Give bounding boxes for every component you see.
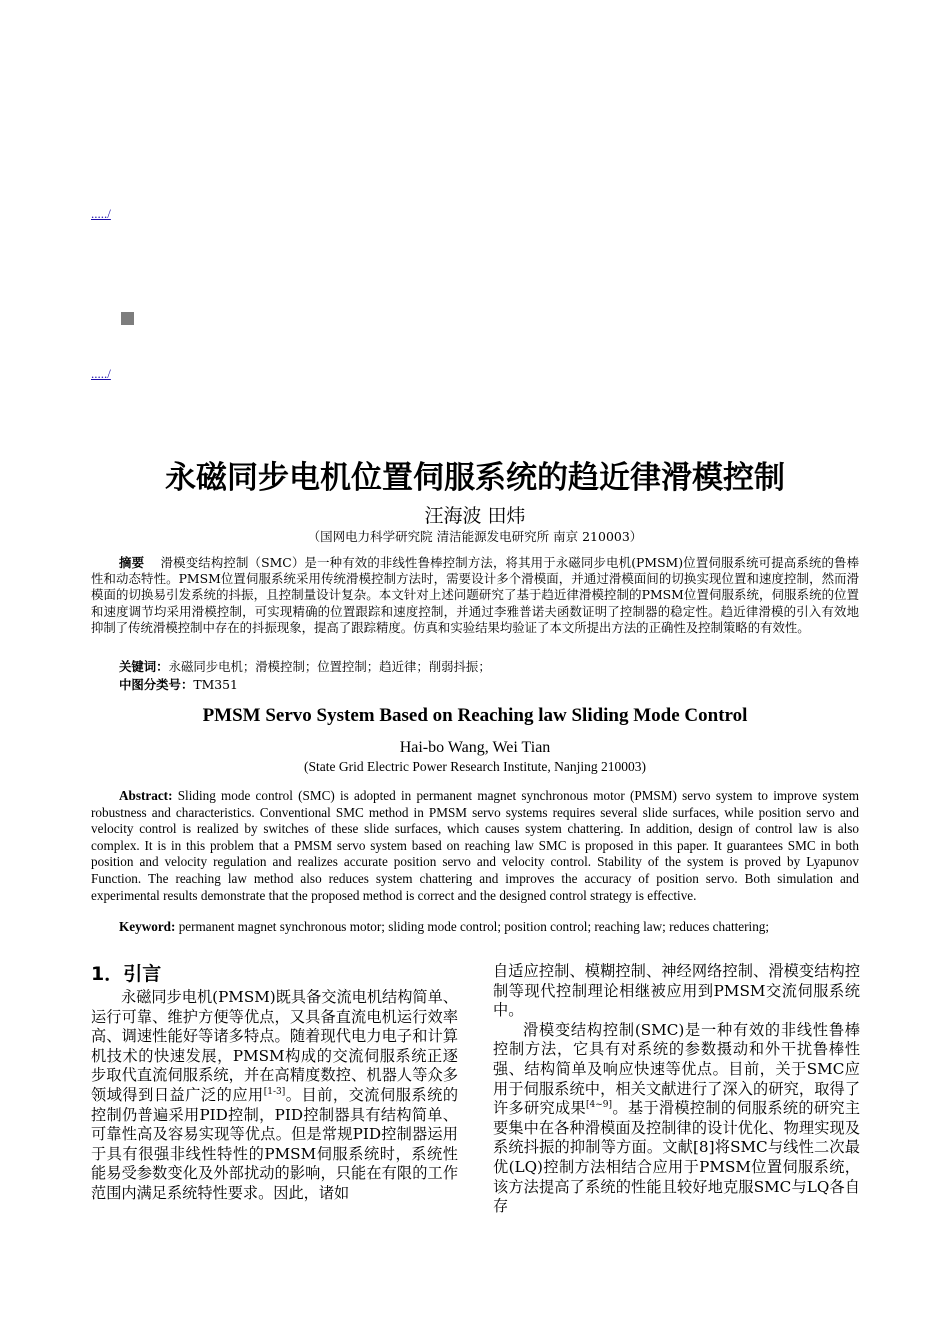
abstract-cn-text: 滑模变结构控制（SMC）是一种有效的非线性鲁棒控制方法，将其用于永磁同步电机(PMSM)位置伺服系统可提高系统的鲁棒性和动态特性。PMSM位置伺服系统采用传统滑模控制方法时，需要设计多个滑模面，并通过滑模面间的切换实现位置和速度控制，然而滑模面的切换易引发系统的抖振，且控制量设计复杂。本文针对上述问题研究了基于趋近律滑模控制的PMSM位置伺服系统，伺服系统的位置和速度调节均采用滑模控制，可实现精确的位置跟踪和速度控制，并通过李雅普诺夫函数证明了控制器的稳定性。趋近律滑模的引入有效地抑制了传统滑模控制中存在的抖振现象，提高了跟踪精度。仿真和实验结果均验证了本文所提出方法的正确性及控制策略的有效性。 (91, 555, 859, 635)
citation: [1-3] (263, 1086, 286, 1097)
body-paragraph-continued: 自适应控制、模糊控制、神经网络控制、滑模变结构控制等现代控制理论相继被应用到PMSM交流伺服系统中。 (493, 962, 860, 1020)
top-link[interactable]: ...../ (91, 206, 111, 221)
body-paragraph (493, 1021, 860, 1217)
paragraph-text: 。基于滑模控制的伺服系统的研究主要集中在各种滑模面及控制律的设计优化、物理实现及系统抖振的抑制等方面。文献[8]将SMC与线性二次最优(LQ)控制方法相结合应用于PMSM位置伺服系统，该方法提高了系统的性能且较好地克服SMC与LQ各自存 (493, 1099, 861, 1216)
abstract-en-text: Sliding mode control (SMC) is adopted in permanent magnet synchronous motor (PMSM) servo system to improve system robustness and characteristics. Conventional SMC method in PMSM servo systems requires several slide surfaces, while position servo and velocity control is realized by switches of these slide surfaces, which causes system chattering. In addition, design of control law is also complex. It is in this problem that a PMSM servo system based on reaching law SMC is proposed in this paper. It guarantees SMC in both position and velocity regulation and realizes accurate position servo and velocity control. Stability of the system is proved by Lyapunov Function. The reaching law method also reduces system chattering and improves the accuracy of position servo. Both simulation and experimental results demonstrate that the proposed method is correct and the designed control strategy is effective. (91, 788, 860, 903)
abstract-en (91, 788, 859, 904)
classification-cn (119, 675, 238, 693)
abstract-cn-label: 摘要 (119, 555, 145, 570)
affiliation-cn: （国网电力科学研究院 清洁能源发电研究所 南京 210003） (307, 529, 643, 544)
paper-title-en: PMSM Servo System Based on Reaching law Sliding Mode Control (202, 705, 748, 726)
paper-title-cn: 永磁同步电机位置伺服系统的趋近律滑模控制 (165, 460, 785, 496)
affiliation-en: (State Grid Electric Power Research Institute, Nanjing 210003) (304, 759, 646, 774)
keywords-cn-label: 关键词： (119, 659, 169, 674)
abstract-en-label: Abstract: (119, 788, 173, 803)
body-column-right (493, 962, 860, 1217)
body-column-left (91, 962, 458, 1204)
abstract-cn (91, 555, 859, 636)
authors-cn: 汪海波 田炜 (424, 505, 526, 527)
keywords-en (119, 919, 769, 935)
classification-cn-label: 中图分类号： (119, 677, 194, 692)
body-paragraph (91, 988, 458, 1204)
authors-en: Hai-bo Wang, Wei Tian (399, 739, 551, 756)
keywords-cn (119, 657, 491, 675)
citation: [4~9] (586, 1100, 613, 1111)
keywords-en-text: permanent magnet synchronous motor; sliding mode control; position control; reaching law; reduces chattering; (178, 919, 770, 934)
paragraph-text: 滑模变结构控制(SMC)是一种有效的非线性鲁棒控制方法，它具有对系统的参数摄动和外干扰鲁棒性强、结构简单及响应快速等优点。目前，关于SMC应用于伺服系统中，相关文献进行了深入的研究，取得了许多研究成果 (493, 1020, 860, 1118)
paragraph-text: 永磁同步电机(PMSM)既具备交流电机结构简单、运行可靠、维护方便等优点，又具备直流电机运行效率高、调速性能好等诸多特点。随着现代电力电子和计算机技术的快速发展，PMSM构成的交流伺服系统正逐步取代直流伺服系统，并在高精度数控、机器人等众多领域得到日益广泛的应用 (91, 988, 458, 1104)
keywords-en-label: Keyword: (119, 919, 176, 934)
second-link[interactable]: ...../ (91, 366, 111, 381)
section-heading: 1．引言 (91, 963, 162, 985)
placeholder-image-icon (121, 312, 134, 325)
paragraph-text: 。目前，交流伺服系统的控制仍普遍采用PID控制，PID控制器具有结构简单、可靠性高及容易实现等优点。但是常规PID控制器运用于具有很强非线性特性的PMSM伺服系统时，系统性能易受参数变化及外部扰动的影响，只能在有限的工作范围内满足系统特性要求。因此，诸如 (91, 1085, 459, 1202)
classification-cn-text: TM351 (193, 677, 238, 692)
keywords-cn-text: 永磁同步电机；滑模控制；位置控制；趋近律；削弱抖振； (168, 659, 491, 674)
